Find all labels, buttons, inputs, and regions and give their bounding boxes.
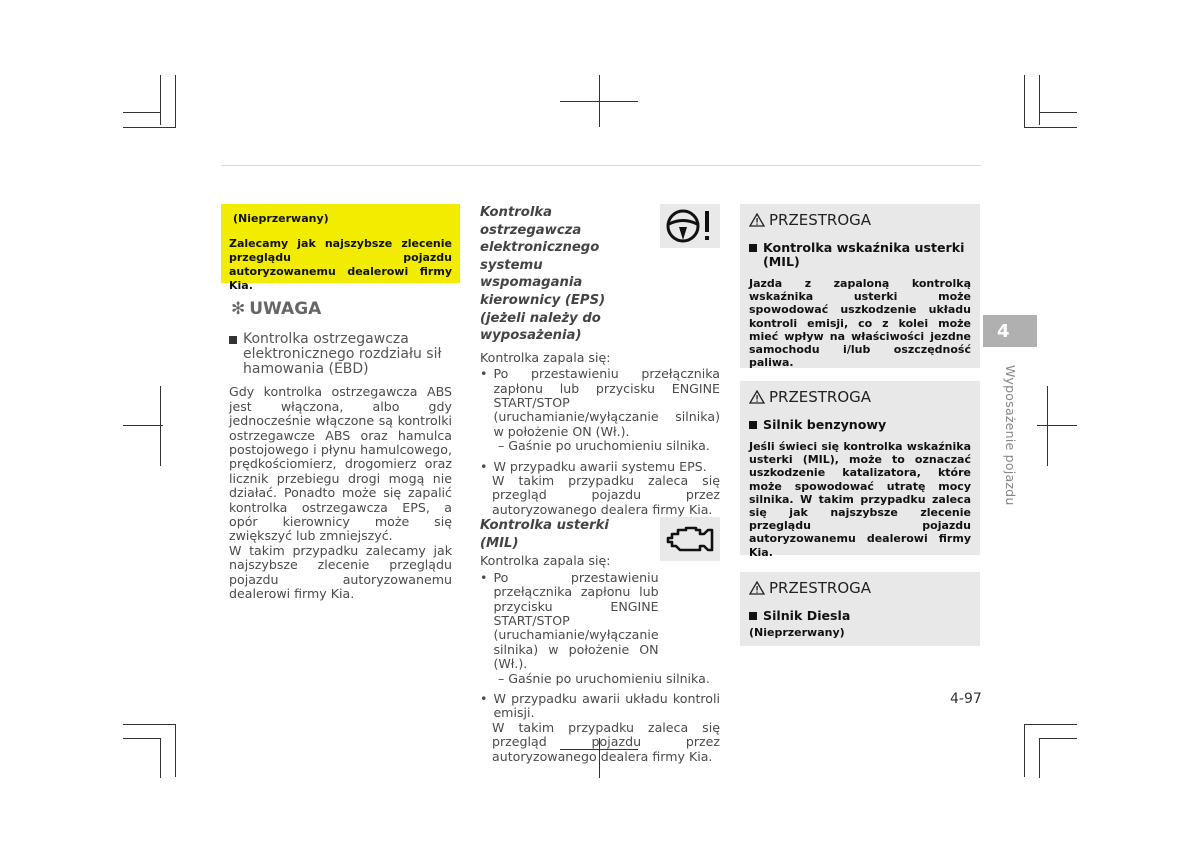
crop-mark (560, 101, 638, 102)
list-item-text: Po przestawieniu przełącznika zapłonu lub przycisku ENGINE START/STOP (uruchamianie/wyłączanie silnika) w położenie ON (Wł.). (493, 569, 659, 672)
continued-notice-box (221, 204, 460, 292)
crop-mark (123, 425, 163, 426)
caution-box (740, 204, 980, 368)
list-item: • W przypadku awarii układu kontroli emisji. (480, 691, 720, 721)
crop-mark (1039, 112, 1077, 113)
list-item-continuation: W takim przypadku zaleca się przegląd pojazdu przez autoryzowanego dealera firmy Kia. (492, 719, 720, 764)
crop-mark (123, 127, 176, 128)
square-bullet-icon (749, 244, 757, 252)
caution-subheading: Kontrolka wskaźnika usterki (MIL) (749, 241, 971, 269)
caution-body: Jeśli świeci się kontrolka wskaźnika usterki (MIL), może to oznaczać uszkodzenie katalizatora, które może spowodować utratę mocy silnika. W takim przypadku zaleca się jak najszybsze zlecenie przeglądu pojazdu autoryzowanemu dealerowi firmy Kia. (749, 440, 971, 559)
crop-mark (160, 386, 161, 466)
uwaga-label: UWAGA (249, 299, 322, 319)
crop-mark (123, 724, 176, 725)
list-item-text: W przypadku awarii układu kontroli emisji. (493, 691, 720, 721)
warning-triangle-icon (749, 390, 765, 404)
caution-body: (Nieprzerwany) (749, 626, 845, 639)
eps-icon-box (660, 204, 720, 248)
list-item-text: W przypadku awarii systemu EPS. (493, 458, 707, 474)
crop-mark (123, 738, 160, 739)
crop-mark (160, 75, 161, 125)
square-bullet-icon (749, 612, 757, 620)
bullet-item (229, 332, 452, 377)
square-bullet-icon (749, 421, 757, 429)
square-bullet-icon (229, 336, 237, 344)
check-engine-icon (666, 524, 714, 554)
bullet-text: Kontrolka ostrzegawcza elektronicznego rozdziału sił hamowania (EBD) (243, 331, 442, 378)
crop-mark (1039, 738, 1077, 739)
caution-subheading: Silnik Diesla (749, 609, 971, 623)
chapter-tab: 4 (983, 315, 1037, 347)
crop-mark (1024, 724, 1025, 777)
notice-title: (Nieprzerwany) (233, 212, 329, 225)
caution-heading (749, 579, 971, 597)
lights-up-label: Kontrolka zapala się: (480, 553, 611, 569)
list-item: • Po przestawieniu przełącznika zapłonu lub przycisku ENGINE START/STOP (uruchamianie/wyłączanie silnika) w położenie ON (Wł.). (480, 571, 720, 672)
list-item-text: Po przestawieniu przełącznika zapłonu lub przycisku ENGINE START/STOP (uruchamianie/wyłączanie silnika) w położenie ON (Wł.). (493, 366, 720, 439)
header-rule (221, 165, 981, 166)
crop-mark (160, 738, 161, 778)
list-item: • W przypadku awarii systemu EPS. (480, 460, 720, 474)
uwaga-heading (231, 299, 452, 319)
caution-heading (749, 388, 971, 406)
crop-mark (1039, 75, 1040, 125)
crop-mark (1024, 75, 1025, 128)
eps-section (480, 204, 720, 764)
crop-mark (1037, 425, 1077, 426)
notice-body: Zalecamy jak najszybsze zlecenie przeglądu pojazdu autoryzowanemu dealerowi firmy Kia. (229, 237, 452, 292)
warning-triangle-icon (749, 581, 765, 595)
page-number: 4-97 (950, 691, 982, 707)
mil-title: Kontrolka usterki (MIL) (480, 518, 609, 551)
mil-section (480, 517, 720, 764)
caution-label: PRZESTROGA (769, 388, 872, 406)
asterisk-icon: ✻ (231, 299, 246, 319)
left-column (229, 299, 452, 602)
crop-mark (1024, 724, 1077, 725)
warning-triangle-icon (749, 213, 765, 227)
lights-up-label: Kontrolka zapala się: (480, 349, 611, 365)
caution-label: PRZESTROGA (769, 211, 872, 229)
crop-mark (1039, 738, 1040, 778)
chapter-title: Wyposażenie pojazdu (1003, 365, 1018, 506)
caution-box (740, 572, 980, 646)
eps-title: Kontrolka ostrzegawcza elektronicznego systemu wspomagania kierownicy (EPS) (jeżeli należy do wyposażenia) (480, 205, 606, 344)
crop-mark (123, 112, 160, 113)
list-sub-item: – Gaśnie po uruchomieniu silnika. (498, 438, 710, 454)
steering-warning-icon (665, 207, 715, 245)
list-sub-item: – Gaśnie po uruchomieniu silnika. (498, 670, 710, 686)
crop-mark (1024, 127, 1077, 128)
paragraph: W takim przypadku zalecamy jak najszybsze zlecenie przeglądu pojazdu autoryzowanemu dealerowi firmy Kia. (229, 542, 452, 602)
list-item: • Po przestawieniu przełącznika zapłonu lub przycisku ENGINE START/STOP (uruchamianie/wyłączanie silnika) w położenie ON (Wł.). (480, 366, 720, 439)
caution-box (740, 381, 980, 559)
paragraph: Gdy kontrolka ostrzegawcza ABS jest włączona, albo gdy jednocześnie włączone są kontrolki ostrzegawcze ABS oraz hamulca postojowego i płynu hamulcowego, prędkościomierz, drogomierz oraz licznik przebiegu drogi mogą nie działać. Ponadto może się zapalić kontrolka ostrzegawcza EPS, a opór kierownicy może się zwiększyć lub zmniejszyć. (229, 384, 452, 544)
crop-mark (175, 75, 176, 128)
caution-body: Jazda z zapaloną kontrolką wskaźnika usterki może spowodować uszkodzenie układu kontroli emisji, co z kolei może mieć wpływ na właściwości jezdne samochodu i/lub oszczędność paliwa. (749, 277, 971, 370)
mil-icon-box (660, 517, 720, 561)
crop-mark (1047, 386, 1048, 466)
crop-mark (175, 724, 176, 777)
caution-heading (749, 211, 971, 229)
caution-subheading: Silnik benzynowy (749, 418, 971, 432)
caution-label: PRZESTROGA (769, 579, 872, 597)
list-item-continuation: W takim przypadku zaleca się przegląd pojazdu przez autoryzowanego dealera firmy Kia. (492, 473, 720, 517)
